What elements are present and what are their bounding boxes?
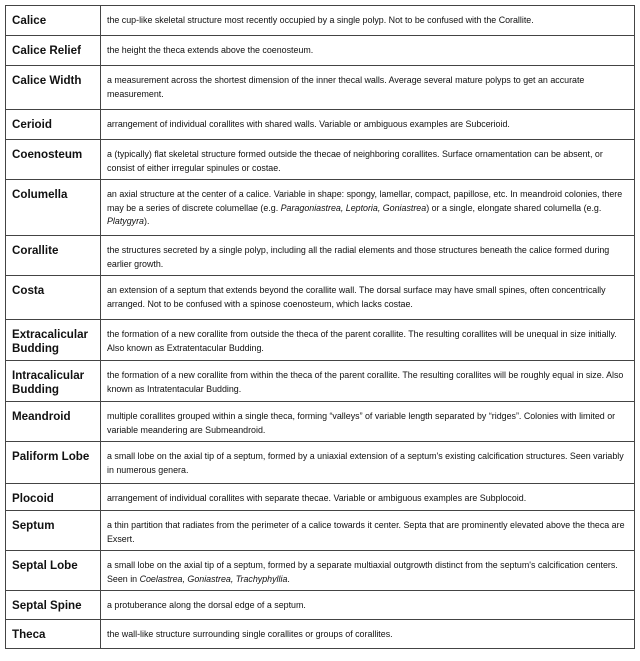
- definition-text: a small lobe on the axial tip of a septum, formed by a separate multiaxial outgrowth distinct from the septum's calcification centers. Seen in: [107, 560, 618, 584]
- definition-cell: [101, 180, 635, 236]
- term-cell: Extracalicular Budding: [6, 320, 101, 361]
- term-cell: Calice Width: [6, 66, 101, 110]
- definition-cell: the height the theca extends above the coenosteum.: [101, 36, 635, 66]
- term-cell: Plocoid: [6, 484, 101, 511]
- glossary-row: [6, 484, 635, 511]
- term-cell: Intracalicular Budding: [6, 361, 101, 402]
- definition-text: an axial structure at the center of a calice. Variable in shape: spongy, lamellar, compact, papillose, etc. In meandroid colonies, there may be a series of discrete columellae (e.g.: [107, 189, 623, 213]
- glossary-row: [6, 551, 635, 591]
- definition-cell: multiple corallites grouped within a single theca, forming “valleys” of variable length separated by “ridges”. Colonies with limited or variable meandering are Submeandroid.: [101, 402, 635, 442]
- glossary-row: [6, 180, 635, 236]
- term-cell: Calice Relief: [6, 36, 101, 66]
- glossary-row: [6, 6, 635, 36]
- glossary-row: [6, 66, 635, 110]
- glossary-row: [6, 140, 635, 180]
- term-cell: Theca: [6, 620, 101, 649]
- definition-cell: a measurement across the shortest dimension of the inner thecal walls. Average several mature polyps to get an accurate measurement.: [101, 66, 635, 110]
- glossary-row: [6, 442, 635, 484]
- definition-cell: arrangement of individual corallites with shared walls. Variable or ambiguous examples are Subcerioid.: [101, 110, 635, 140]
- definition-cell: a small lobe on the axial tip of a septum, formed by a uniaxial extension of a septum's existing calcification structures. Seen variably in numerous genera.: [101, 442, 635, 484]
- glossary-body: [6, 6, 635, 649]
- term-cell: Corallite: [6, 236, 101, 276]
- definition-cell: the formation of a new corallite from outside the theca of the parent corallite. The resulting corallites will be unequal in size initially. Also known as Extratentacular Budding.: [101, 320, 635, 361]
- term-cell: Columella: [6, 180, 101, 236]
- genus-names: Coelastrea, Goniastrea, Trachyphyllia: [139, 573, 288, 584]
- term-cell: Meandroid: [6, 402, 101, 442]
- definition-cell: the structures secreted by a single polyp, including all the radial elements and those structures beneath the calice formed during earlier growth.: [101, 236, 635, 276]
- glossary-table: [5, 5, 635, 649]
- genus-name: Platygyra: [107, 216, 144, 226]
- glossary-row: [6, 320, 635, 361]
- term-cell: Coenosteum: [6, 140, 101, 180]
- definition-cell: a protuberance along the dorsal edge of a septum.: [101, 591, 635, 620]
- term-cell: Calice: [6, 6, 101, 36]
- definition-cell: the cup-like skeletal structure most recently occupied by a single polyp. Not to be confused with the Corallite.: [101, 6, 635, 36]
- term-cell: Paliform Lobe: [6, 442, 101, 484]
- definition-text: .: [287, 573, 290, 584]
- term-cell: Septum: [6, 511, 101, 551]
- genus-names: Paragoniastrea, Leptoria, Goniastrea: [280, 202, 427, 213]
- definition-cell: the formation of a new corallite from within the theca of the parent corallite. The resulting corallites will be roughly equal in size. Also known as Intratentacular Budding.: [101, 361, 635, 402]
- definition-cell: a (typically) flat skeletal structure formed outside the thecae of neighboring corallites. Surface ornamentation can be absent, or consist of either irregular spinules or costae.: [101, 140, 635, 180]
- term-cell: Septal Spine: [6, 591, 101, 620]
- definition-cell: a thin partition that radiates from the perimeter of a calice towards it center. Septa that are prominently elevated above the theca are Exsert.: [101, 511, 635, 551]
- glossary-row: [6, 591, 635, 620]
- glossary-row: [6, 361, 635, 402]
- glossary-row: [6, 511, 635, 551]
- glossary-row: [6, 36, 635, 66]
- definition-text: ) or a single, elongate shared columella (e.g.: [426, 202, 602, 213]
- definition-cell: an extension of a septum that extends beyond the corallite wall. The dorsal surface may have small spines, often concentrically arranged. Not to be confused with a spinose coenosteum, which lacks costae.: [101, 276, 635, 320]
- term-cell: Septal Lobe: [6, 551, 101, 591]
- glossary-row: [6, 620, 635, 649]
- term-cell: Costa: [6, 276, 101, 320]
- glossary-row: [6, 402, 635, 442]
- glossary-row: [6, 276, 635, 320]
- glossary-row: [6, 110, 635, 140]
- definition-cell: [101, 551, 635, 591]
- definition-cell: arrangement of individual corallites with separate thecae. Variable or ambiguous examples are Subplocoid.: [101, 484, 635, 511]
- definition-cell: the wall-like structure surrounding single corallites or groups of corallites.: [101, 620, 635, 649]
- term-cell: Cerioid: [6, 110, 101, 140]
- glossary-row: [6, 236, 635, 276]
- definition-text: ).: [144, 216, 150, 226]
